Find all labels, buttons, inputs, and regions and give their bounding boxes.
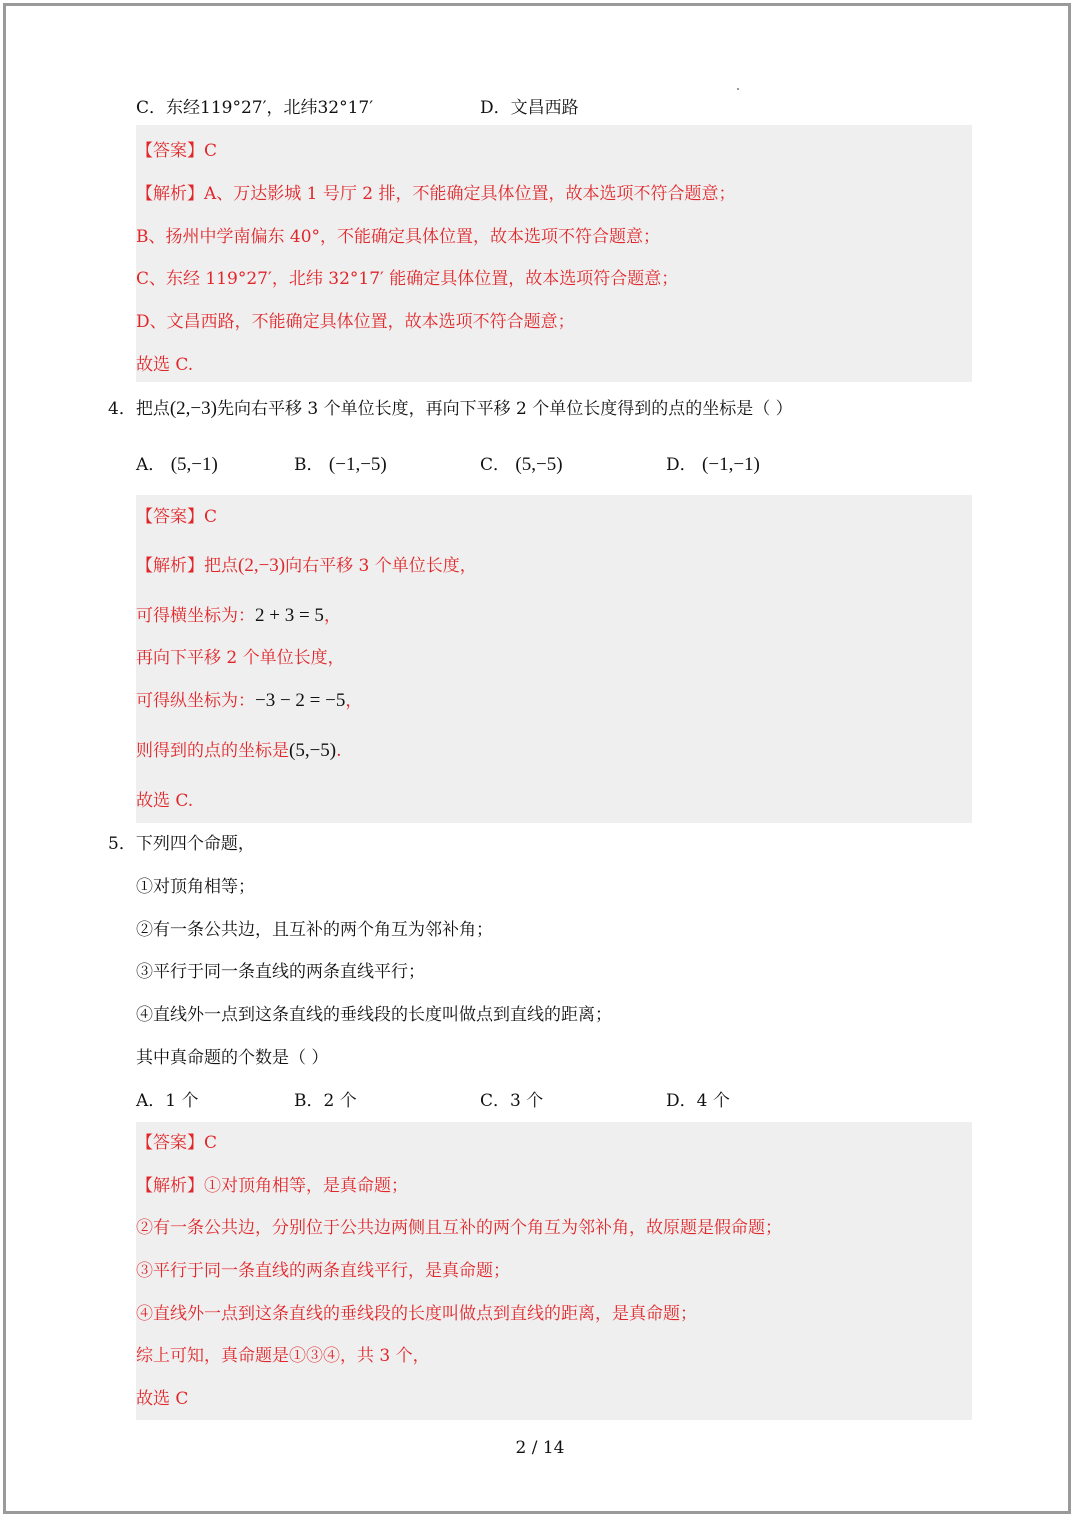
option-letter: A． [136,455,166,475]
math: (5,−5) [289,740,337,761]
q5-analysis-line: 【解析】①对顶角相等，是真命题； [136,1176,408,1196]
q5-analysis-line: 故选 C [136,1389,189,1409]
option-letter: B． [294,455,324,475]
option-letter: C． [480,455,511,475]
math: −3 − 2 = −5 [255,690,346,711]
math: (2,−3) [238,555,286,576]
q5-proposition: ④直线外一点到这条直线的垂线段的长度叫做点到直线的距离； [136,1005,612,1025]
q3-option-c: C．东经119°27′，北纬32°17′ [136,98,374,118]
option-value: (−1,−5) [328,454,387,475]
q5-stem: 5．下列四个命题， [108,834,255,854]
q5-analysis-line: 综上可知，真命题是①③④，共 3 个， [136,1346,430,1366]
option-letter: D． [666,455,697,475]
scan-speck [737,88,739,90]
q4-option-b [294,453,387,477]
text: 可得纵坐标为： [136,691,255,711]
text: 可得横坐标为： [136,606,255,626]
q4-option-a [136,453,218,477]
q3-analysis-line: C、东经 119°27′，北纬 32°17′ 能确定具体位置，故本选项符合题意； [136,269,679,289]
q5-question: 其中真命题的个数是（ ） [136,1048,329,1068]
q4-stem [108,397,793,421]
q3-analysis-line: 故选 C. [136,355,194,375]
q5-proposition: ②有一条公共边，且互补的两个角互为邻补角； [136,920,493,940]
text: 【解析】把点 [136,556,238,576]
q5-option-d: D．4 个 [666,1091,730,1111]
page-number: 2 / 14 [515,1438,565,1458]
q3-option-d: D．文昌西路 [480,98,579,118]
option-value: (−1,−1) [702,454,760,475]
math: 2 + 3 = 5 [255,605,324,626]
option-value: (5,−1) [170,454,218,475]
q4-analysis-line [136,689,362,713]
q4-analysis-line: 再向下平移 2 个单位长度， [136,648,345,668]
q4-stem-post: 先向右平移 3 个单位长度，再向下平移 2 个单位长度得到的点的坐标是（ ） [216,399,793,419]
q4-option-c [480,453,563,477]
q5-option-c: C．3 个 [480,1091,544,1111]
q4-analysis-line: 故选 C. [136,791,194,811]
q5-option-b: B．2 个 [294,1091,357,1111]
q4-analysis-line [136,739,342,763]
text: . [336,741,342,761]
q5-answer: 【答案】C [136,1133,218,1153]
text: ， [345,691,363,711]
q4-answer: 【答案】C [136,507,218,527]
q3-answer: 【答案】C [136,141,218,161]
text: 则得到的点的坐标是 [136,741,289,761]
text: 向右平移 3 个单位长度， [285,556,477,576]
q3-analysis-line: B、扬州中学南偏东 40°，不能确定具体位置，故本选项不符合题意； [136,227,661,247]
q4-analysis-line [136,554,477,578]
q4-stem-point: (2,−3) [169,398,217,419]
option-value: (5,−5) [515,454,563,475]
q5-proposition: ③平行于同一条直线的两条直线平行； [136,962,425,982]
q4-option-d [666,453,760,477]
q3-analysis-line: D、文昌西路，不能确定具体位置，故本选项不符合题意； [136,312,575,332]
q5-analysis-line: ④直线外一点到这条直线的垂线段的长度叫做点到直线的距离，是真命题； [136,1304,697,1324]
q5-proposition: ①对顶角相等； [136,877,255,897]
q5-option-a: A．1 个 [136,1091,199,1111]
q5-analysis-line: ②有一条公共边，分别位于公共边两侧且互补的两个角互为邻补角，故原题是假命题； [136,1218,782,1238]
q3-answer-box [136,125,972,382]
q4-stem-pre: 4．把点 [108,399,170,419]
q4-analysis-line [136,604,341,628]
q5-analysis-line: ③平行于同一条直线的两条直线平行，是真命题； [136,1261,510,1281]
text: ， [323,606,341,626]
q3-analysis-line: 【解析】A、万达影城 1 号厅 2 排，不能确定具体位置，故本选项不符合题意； [136,184,736,204]
